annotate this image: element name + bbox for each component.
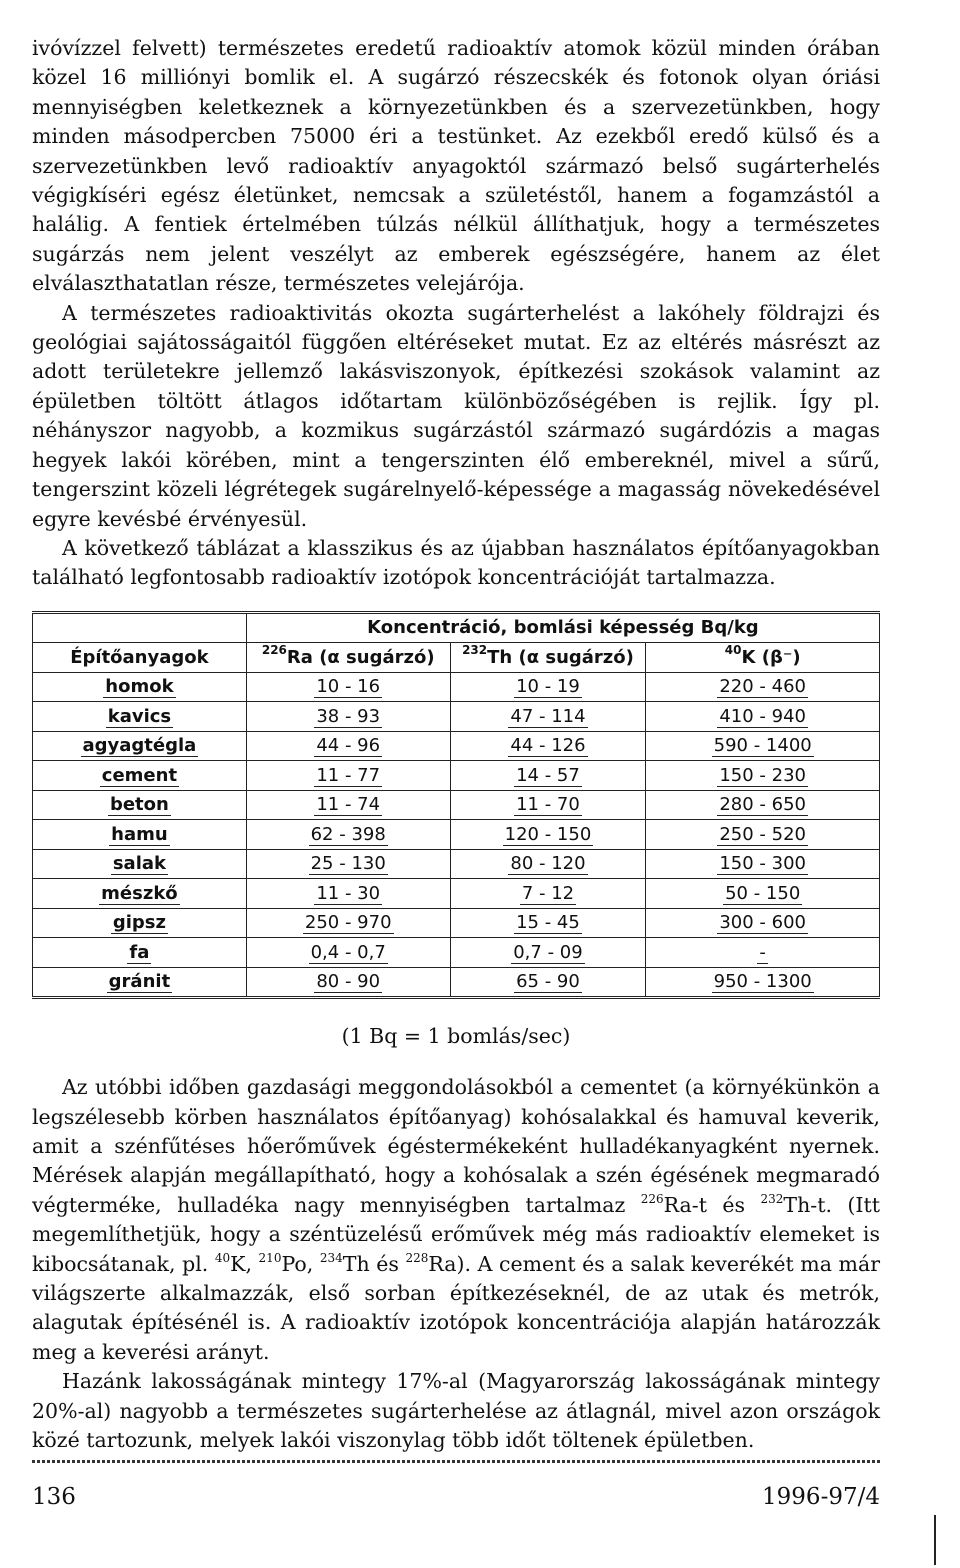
para4-po-mass: 210 — [258, 1250, 282, 1265]
cell-ra — [246, 672, 450, 702]
cell-material — [33, 938, 247, 968]
cell-th — [450, 820, 646, 850]
cell-th — [450, 849, 646, 879]
para4-th-mass: 232 — [760, 1191, 784, 1206]
cell-th-text: 44 - 126 — [510, 735, 586, 757]
issue-number: 1996-97/4 — [762, 1484, 880, 1510]
cell-ra — [246, 967, 450, 998]
page-content — [32, 34, 880, 1456]
cell-th — [450, 702, 646, 732]
table-corner-cell — [33, 612, 247, 643]
cell-ra — [246, 879, 450, 909]
cell-material — [33, 702, 247, 732]
cell-k-text: 50 - 150 — [725, 882, 801, 904]
table-row — [33, 879, 880, 909]
cell-material-text: cement — [101, 764, 178, 786]
cell-material-text: mészkő — [101, 882, 178, 904]
cell-material-text: salak — [112, 853, 166, 875]
table-header-material: Építőanyagok — [33, 643, 247, 673]
para4-k-mass: 40 — [214, 1250, 231, 1265]
th-label: Th (α sugárzó) — [487, 646, 634, 668]
cell-ra — [246, 908, 450, 938]
cell-k — [646, 790, 880, 820]
para4-part-g: Ra). A cement és a salak keverékét ma már világszerte alkalmazzák, első sorban építkezéseknél, de az utak és metrók, alagutak építésénél is. A radioaktív izotópok koncentrációja alapján határozzák meg a keverési arányt. — [32, 1251, 880, 1364]
table-row — [33, 967, 880, 998]
cell-material — [33, 672, 247, 702]
cell-k-text: 150 - 230 — [719, 764, 806, 786]
cell-th-text: 80 - 120 — [510, 853, 586, 875]
margin-mark — [934, 1515, 936, 1565]
cell-k — [646, 849, 880, 879]
table-row — [33, 849, 880, 879]
table-body — [33, 672, 880, 998]
table-row — [33, 938, 880, 968]
para4-th2-mass: 234 — [319, 1250, 343, 1265]
cell-material-text: beton — [109, 794, 169, 816]
cell-ra — [246, 820, 450, 850]
cell-material — [33, 731, 247, 761]
table-row — [33, 672, 880, 702]
cell-ra — [246, 790, 450, 820]
cell-k — [646, 938, 880, 968]
cell-k — [646, 731, 880, 761]
cell-k-text: - — [759, 941, 766, 963]
cell-ra-text: 11 - 30 — [316, 882, 381, 904]
cell-th — [450, 908, 646, 938]
cell-th-text: 65 - 90 — [516, 971, 580, 993]
cell-k-text: 280 - 650 — [719, 794, 806, 816]
table-header-ra — [246, 643, 450, 673]
para4-part-e: Po, — [281, 1251, 320, 1276]
page-number: 136 — [32, 1484, 76, 1510]
table-row — [33, 761, 880, 791]
cell-material-text: hamu — [111, 823, 168, 845]
cell-ra — [246, 849, 450, 879]
ra-label: Ra (α sugárzó) — [286, 646, 435, 668]
k-label: K (β⁻) — [741, 646, 801, 668]
cell-k — [646, 761, 880, 791]
para4-part-a: Az utóbbi időben gazdasági meggondolásokból a cementet (a környékünkön a legszélesebb körben használatos építőanyag) kohósalakkal és hamuval keverik, amit a szénfűtéses hőerőművek égéstermékeként hulladékanyagként nyernek. Mérések alapján megállapítható, hogy a kohósalak a szén égésének megmaradó végterméke, hulladéka nagy mennyiségben tartalmaz — [32, 1075, 880, 1217]
table-row — [33, 820, 880, 850]
cell-material — [33, 790, 247, 820]
cell-ra-text: 250 - 970 — [304, 912, 392, 934]
cell-th-text: 14 - 57 — [516, 764, 580, 786]
cell-material — [33, 761, 247, 791]
table-header-k — [646, 643, 880, 673]
cell-th-text: 15 - 45 — [516, 912, 580, 934]
table-row — [33, 908, 880, 938]
paragraph-3: A következő táblázat a klasszikus és az újabban használatos építőanyagokban található legfontosabb radioaktív izotópok koncentrációját tartalmazza. — [32, 535, 880, 590]
cell-th — [450, 731, 646, 761]
cell-material — [33, 820, 247, 850]
cell-ra-text: 62 - 398 — [310, 823, 386, 845]
cell-k-text: 220 - 460 — [719, 676, 806, 698]
cell-th-text: 47 - 114 — [510, 705, 586, 727]
cell-k-text: 150 - 300 — [719, 853, 806, 875]
cell-k-text: 410 - 940 — [719, 705, 806, 727]
cell-material — [33, 967, 247, 998]
footer-separator — [32, 1460, 880, 1463]
table-row — [33, 790, 880, 820]
cell-material-text: gránit — [108, 971, 171, 993]
para4-part-c: Th-t. (Itt megemlíthetjük, hogy a széntüzelésű erőművek még más radioaktív elemeket is kibocsátanak, pl. — [32, 1192, 880, 1276]
para4-part-b: Ra-t és — [663, 1192, 761, 1217]
cell-th-text: 0,7 - 09 — [513, 941, 583, 963]
cell-k-text: 950 - 1300 — [713, 971, 812, 993]
cell-k-text: 590 - 1400 — [713, 735, 812, 757]
cell-th-text: 10 - 19 — [516, 676, 580, 698]
cell-ra-text: 25 - 130 — [310, 853, 386, 875]
cell-ra-text: 10 - 16 — [316, 676, 381, 698]
cell-material-text: gipsz — [112, 912, 166, 934]
table-group-header: Koncentráció, bomlási képesség Bq/kg — [246, 612, 879, 643]
para4-ra-mass: 226 — [640, 1191, 664, 1206]
cell-th — [450, 967, 646, 998]
cell-th-text: 7 - 12 — [521, 882, 575, 904]
cell-ra — [246, 761, 450, 791]
para4-ra2-mass: 228 — [405, 1250, 429, 1265]
cell-ra-text: 11 - 77 — [316, 764, 381, 786]
cell-k — [646, 702, 880, 732]
para4-part-d: K, — [230, 1251, 259, 1276]
cell-th — [450, 790, 646, 820]
cell-th — [450, 761, 646, 791]
cell-th-text: 120 - 150 — [504, 823, 592, 845]
cell-ra — [246, 731, 450, 761]
cell-ra-text: 11 - 74 — [316, 794, 381, 816]
cell-k — [646, 908, 880, 938]
cell-th — [450, 938, 646, 968]
paragraph-4 — [32, 1073, 880, 1367]
paragraph-2: A természetes radioaktivitás okozta sugárterhelést a lakóhely földrajzi és geológiai sajátosságaitól függően eltéréseket mutat. Ez az eltérés másrészt az adott területekre jellemző lakásviszonyok, építkezési szokások valamint az épületben töltött átlagos időtartam különbözőségében is rejlik. Így pl. néhányszor nagyobb, a kozmikus sugárzástól származó sugárdózis a magas hegyek lakói körében, mint a tengerszinten élő embereknél, mivel a sűrű, tengerszint közeli légrétegek sugárelnyelő-képessége a magasság növekedésével egyre kevésbé érvényesül. — [32, 300, 880, 531]
cell-ra-text: 80 - 90 — [316, 971, 381, 993]
k-mass-number: 40 — [724, 642, 742, 657]
cell-k-text: 300 - 600 — [719, 912, 806, 934]
cell-ra — [246, 938, 450, 968]
cell-k — [646, 672, 880, 702]
cell-k-text: 250 - 520 — [719, 823, 806, 845]
cell-ra-text: 0,4 - 0,7 — [310, 941, 386, 963]
para4-part-f: Th és — [342, 1251, 406, 1276]
cell-ra-text: 44 - 96 — [316, 735, 381, 757]
cell-k — [646, 820, 880, 850]
cell-material-text: kavics — [107, 705, 172, 727]
cell-material — [33, 908, 247, 938]
unit-note: (1 Bq = 1 bomlás/sec) — [341, 1024, 571, 1049]
cell-material — [33, 849, 247, 879]
th-mass-number: 232 — [462, 642, 488, 657]
cell-material-text: agyagtégla — [82, 735, 197, 757]
cell-th — [450, 672, 646, 702]
cell-ra-text: 38 - 93 — [316, 705, 381, 727]
cell-th — [450, 879, 646, 909]
table-row — [33, 731, 880, 761]
ra-mass-number: 226 — [261, 642, 287, 657]
table-header-th — [450, 643, 646, 673]
cell-ra — [246, 702, 450, 732]
cell-th-text: 11 - 70 — [516, 794, 580, 816]
cell-k — [646, 967, 880, 998]
cell-material — [33, 879, 247, 909]
cell-material-text: homok — [105, 676, 174, 698]
paragraph-1: ivóvízzel felvett) természetes eredetű radioaktív atomok közül minden órában közel 16 milliónyi bomlik el. A sugárzó részecskék és fotonok olyan óriási mennyiségben keletkeznek a környezetünkben és a szervezetünkben, hogy minden másodpercben 75000 éri a testünket. Az ezekből eredő külső és a szervezetünkben levő radioaktív anyagoktól származó belső sugárterhelés végigkíséri egész életünket, nemcsak a születéstől, hanem a fogamzástól a halálig. A fentiek értelmében túlzás nélkül állíthatjuk, hogy a természetes sugárzás nem jelent veszélyt az emberek egészségére, hanem az élet elválaszthatatlan része, természetes velejárója. — [32, 36, 880, 296]
cell-material-text: fa — [129, 941, 150, 963]
cell-k — [646, 879, 880, 909]
table-row — [33, 702, 880, 732]
concentration-table — [32, 611, 880, 1000]
paragraph-5: Hazánk lakosságának mintegy 17%-al (Magyarország lakosságának mintegy 20%-al) nagyobb a természetes sugárterhelése az átlagnál, mivel azon országok közé tartozunk, melyek lakói viszonylag több időt töltenek épületben. — [32, 1369, 880, 1453]
